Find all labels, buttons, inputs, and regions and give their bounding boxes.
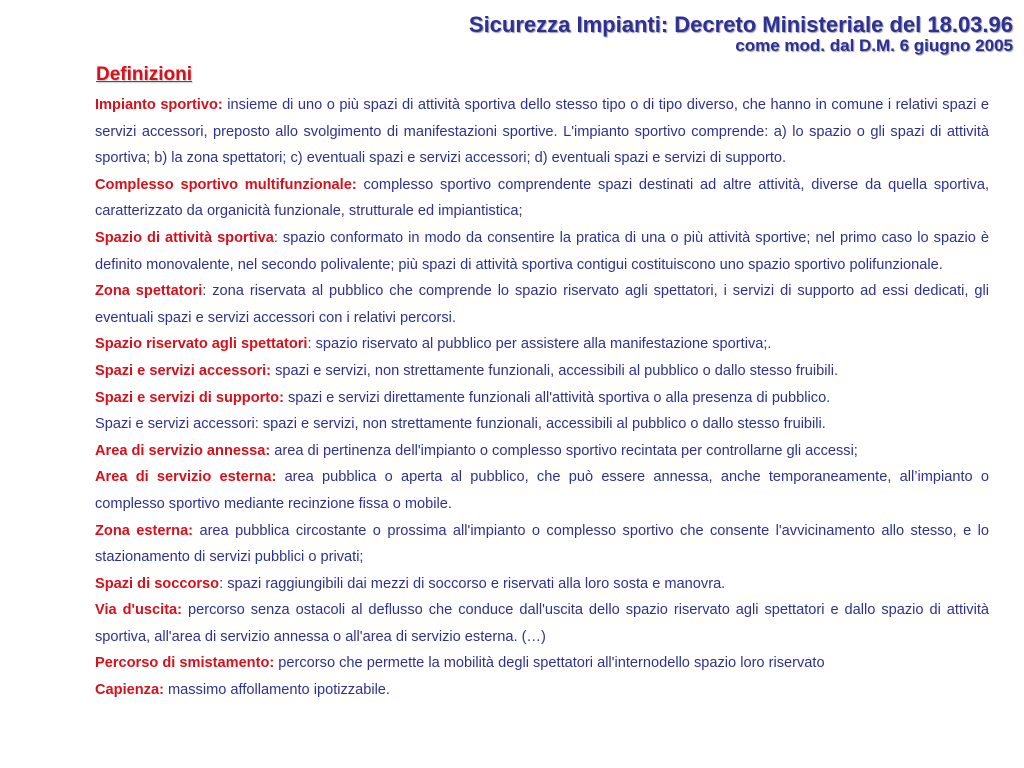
definitions-list: [95, 92, 989, 704]
definition-term: Spazio riservato agli spettatori: [95, 336, 308, 353]
definition-text: percorso che permette la mobilità degli spettatori all'internodello spazio loro riservato: [274, 655, 825, 672]
section-heading: Definizioni: [96, 64, 193, 85]
definition-term: Capienza:: [95, 682, 164, 699]
definition-term: Area di servizio esterna:: [95, 469, 277, 486]
definition-spazi-supporto: [95, 385, 989, 412]
definition-term: Spazi e servizi accessori:: [95, 362, 272, 379]
definition-text: percorso senza ostacoli al deflusso che conduce dall'uscita dello spazio riservato agli spettatori e dallo spazio di attività sportiva, all'area di servizio annessa o all'area di servizio esterna. (…): [95, 602, 989, 645]
slide-subtitle: come mod. dal D.M. 6 giugno 2005: [735, 36, 1013, 55]
definition-zona-esterna: [95, 518, 989, 571]
definition-text: complesso sportivo comprendente spazi destinati ad altre attività, diverse da quella sportiva, caratterizzato da organicità funzionale, strutturale ed impiantistica;: [95, 176, 989, 220]
definition-text: area di pertinenza dell'impianto o complesso sportivo recintata per controllarne gli accessi;: [270, 442, 858, 459]
definition-text: : spazi raggiungibili dai mezzi di soccorso e riservati alla loro sosta e manovra.: [219, 575, 726, 592]
definition-term: Via d'uscita:: [95, 602, 183, 619]
definition-text: massimo affollamento ipotizzabile.: [163, 682, 390, 699]
definition-percorso-smistamento: [95, 650, 989, 677]
definition-term: Area di servizio annessa:: [95, 442, 271, 459]
definition-term: Zona spettatori: [95, 283, 203, 300]
definition-text: spazi e servizi, non strettamente funzionali, accessibili al pubblico o dallo stesso fruibili.: [271, 362, 839, 379]
definition-term: Impianto sportivo:: [95, 97, 223, 113]
definition-capienza: [95, 677, 989, 704]
definition-term: Spazi e servizi di supporto:: [95, 389, 284, 406]
slide-header: [469, 12, 1013, 56]
definition-spazio-attivita: [95, 225, 989, 278]
definition-impianto-sportivo: [95, 92, 989, 172]
definition-term: Spazio di attività sportiva: [95, 229, 274, 246]
definition-text: : spazio riservato al pubblico per assistere alla manifestazione sportiva;.: [307, 336, 772, 353]
definition-complesso-sportivo: [95, 172, 989, 225]
definition-term: Percorso di smistamento:: [95, 655, 275, 672]
definition-zona-spettatori: [95, 278, 989, 331]
definition-via-uscita: [95, 597, 989, 650]
definition-text: area pubblica circostante o prossima all'impianto o complesso sportivo che consente l'avvicinamento allo stesso, e lo stazionamento di servizi pubblici o privati;: [95, 522, 989, 566]
definition-text: Spazi e servizi accessori: spazi e servizi, non strettamente funzionali, accessibili al pubblico o dallo stesso fruibili.: [95, 416, 826, 433]
definition-term: Spazi di soccorso: [95, 575, 220, 592]
definition-text: insieme di uno o più spazi di attività sportiva dello stesso tipo o di tipo diverso, che hanno in comune i relativi spazi e servizi accessori, preposto allo svolgimento di manifestazioni sportive. L'impianto sportivo comprende: a) lo spazio o gli spazi di attività sportiva; b) la zona spettatori; c) eventuali spazi e servizi accessori; d) eventuali spazi e servizi di supporto.: [95, 97, 989, 167]
definition-spazi-accessori: [95, 358, 989, 385]
definition-spazio-spettatori: [95, 331, 989, 358]
definition-text: spazi e servizi direttamente funzionali all'attività sportiva o alla presenza di pubblico.: [283, 389, 831, 406]
definition-area-annessa: [95, 438, 989, 465]
definition-area-esterna: [95, 464, 989, 517]
definition-term: Complesso sportivo multifunzionale:: [95, 176, 357, 193]
slide-title: Sicurezza Impianti: Decreto Ministeriale del 18.03.96: [468, 12, 1013, 37]
definition-spazi-accessori-repeat: [95, 411, 989, 438]
definition-spazi-soccorso: [95, 571, 989, 598]
definition-text: : spazio conformato in modo da consentire la pratica di una o più attività sportive; nel primo caso lo spazio è definito monovalente, nel secondo polivalente; più spazi di attività sportiva contigui costituiscono uno spazio sportivo polifunzionale.: [95, 229, 989, 273]
definition-text: area pubblica o aperta al pubblico, che può essere annessa, anche temporaneamente, all’impianto o complesso sportivo mediante recinzione fissa o mobile.: [95, 469, 989, 512]
definition-text: : zona riservata al pubblico che comprende lo spazio riservato agli spettatori, i servizi di supporto ad essi dedicati, gli eventuali spazi e servizi accessori con i relativi percorsi.: [95, 283, 989, 326]
definition-term: Zona esterna:: [95, 522, 194, 539]
